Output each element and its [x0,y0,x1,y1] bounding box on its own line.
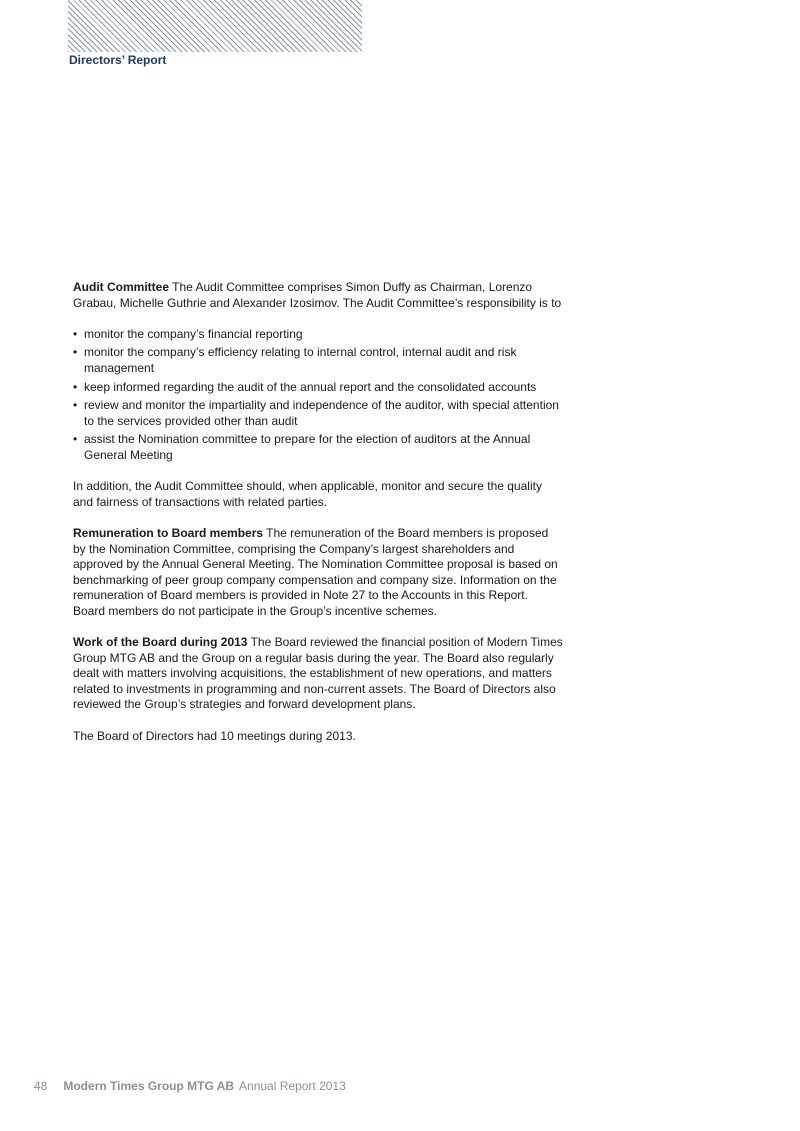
remuneration-heading: Remuneration to Board members [73,525,264,540]
list-item-text: monitor the company’s efficiency relating to internal control, internal audit and risk management [84,345,517,375]
list-item-text: keep informed regarding the audit of the annual report and the consolidated accounts [84,379,537,394]
list-item [73,398,563,429]
audit-responsibility-list [73,327,563,464]
list-item [73,432,563,463]
audit-committee-intro: The Audit Committee comprises Simon Duffy as Chairman, Lorenzo Grabau, Michelle Guthrie and Alexander Izosimov. The Audit Committee’s responsibility is to [73,280,562,310]
list-item-text: monitor the company’s financial reporting [84,326,303,341]
footer-company: Modern Times Group MTG AB [63,1079,235,1093]
bullet-icon: • [73,398,78,413]
list-item [73,380,563,396]
page-number: 48 [34,1079,48,1093]
board-work-paragraph [73,635,563,713]
remuneration-text: The remuneration of the Board members is proposed by the Nomination Committee, comprising the Company’s largest shareholders and approved by the Annual General Meeting. The Nomination Committee proposal is based on benchmarking of peer group company compensation and company size. Information on the remuneration of Board members is provided in Note 27 to the Accounts in this Report. Board members do not participate in the Group’s incentive schemes. [73,525,558,618]
board-work-heading: Work of the Board during 2013 [73,635,248,650]
page-footer [34,1079,346,1093]
meetings-paragraph: The Board of Directors had 10 meetings during 2013. [73,728,356,743]
bullet-icon: • [73,432,78,447]
header-hatch-pattern [68,0,362,52]
audit-addition-paragraph: In addition, the Audit Committee should, when applicable, monitor and secure the quality and fairness of transactions with related parties. [73,479,542,509]
board-work-text: The Board reviewed the financial position of Modern Times Group MTG AB and the Group on a regular basis during the year. The Board also regularly dealt with matters involving acquisitions, the establishment of new operations, and matters related to investments in programming and non-current assets. The Board of Directors also reviewed the Group’s strategies and forward development plans. [73,635,563,712]
audit-committee-paragraph [73,280,563,311]
list-item [73,345,563,376]
list-item-text: review and monitor the impartiality and independence of the auditor, with special attention to the services provided other than audit [84,398,559,428]
bullet-icon: • [73,326,78,341]
document-body [73,280,563,760]
audit-committee-heading: Audit Committee [73,280,169,294]
section-title: Directors’ Report [69,53,167,67]
list-item-text: assist the Nomination committee to prepare for the election of auditors at the Annual General Meeting [84,432,531,462]
footer-report: Annual Report 2013 [239,1079,346,1093]
bullet-icon: • [73,379,78,394]
list-item [73,327,563,343]
bullet-icon: • [73,345,78,360]
remuneration-paragraph [73,526,563,620]
